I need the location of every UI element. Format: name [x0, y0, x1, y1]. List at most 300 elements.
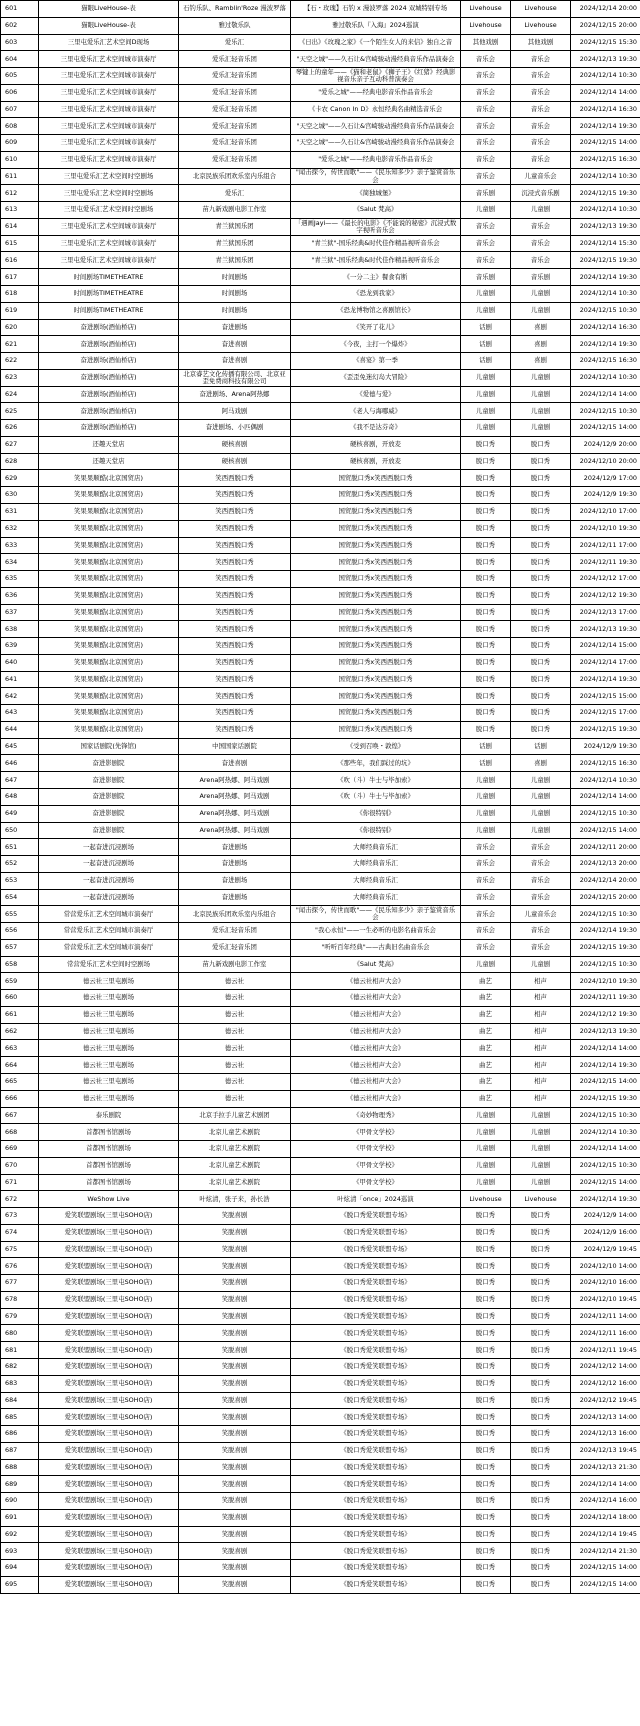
cell-row-number: 634 — [1, 554, 39, 571]
cell-program-title: "闻击探今，传世而歌"——《民乐知多少》亲子鉴赏音乐会 — [291, 906, 461, 923]
cell-row-number: 635 — [1, 571, 39, 588]
table-row — [1, 1442, 640, 1459]
cell-venue: 时间剧场TIMETHEATRE — [39, 302, 179, 319]
cell-organizer: 苗九新戏剧电影工作室 — [179, 956, 291, 973]
table-row — [1, 252, 640, 269]
cell-category: 音乐会 — [461, 118, 511, 135]
cell-showtime: 2024/12/15 10:30 — [571, 906, 640, 923]
cell-category: 话剧 — [461, 336, 511, 353]
cell-venue: 爱笑联盟剧场(三里屯SOHO店) — [39, 1459, 179, 1476]
cell-subcategory: 儿童剧 — [511, 202, 571, 219]
cell-organizer: Arena阿热娜、阿马戏剧 — [179, 788, 291, 805]
cell-venue: 三里屯爱乐汇艺术空间城市演奏厅 — [39, 118, 179, 135]
table-row — [1, 990, 640, 1007]
table-row — [1, 1375, 640, 1392]
schedule-table-body — [1, 1, 640, 1594]
cell-subcategory: 喜剧 — [511, 755, 571, 772]
table-row — [1, 1392, 640, 1409]
cell-showtime: 2024/12/15 19:30 — [571, 1090, 640, 1107]
cell-showtime: 2024/12/12 17:00 — [571, 571, 640, 588]
cell-program-title: 国贸脱口秀x笑西西脱口秀 — [291, 554, 461, 571]
cell-category: 脱口秀 — [461, 1275, 511, 1292]
cell-organizer: 爱乐汇 — [179, 185, 291, 202]
cell-venue: 时间剧场TIMETHEATRE — [39, 269, 179, 286]
cell-showtime: 2024/12/14 19:30 — [571, 336, 640, 353]
cell-category: 曲艺 — [461, 1057, 511, 1074]
cell-row-number: 664 — [1, 1057, 39, 1074]
cell-subcategory: 脱口秀 — [511, 1308, 571, 1325]
table-row — [1, 1, 640, 18]
cell-category: 曲艺 — [461, 1006, 511, 1023]
cell-row-number: 685 — [1, 1409, 39, 1426]
cell-program-title: 《脱口秀爱笑联盟专场》 — [291, 1442, 461, 1459]
cell-category: 脱口秀 — [461, 1409, 511, 1426]
cell-subcategory: 相声 — [511, 1090, 571, 1107]
cell-showtime: 2024/12/13 19:30 — [571, 621, 640, 638]
cell-subcategory: 脱口秀 — [511, 1258, 571, 1275]
cell-venue: 奋进剧场(酒仙桥店) — [39, 336, 179, 353]
cell-row-number: 642 — [1, 688, 39, 705]
cell-venue: 三里屯爱乐汇艺术空间城市演奏厅 — [39, 84, 179, 101]
cell-row-number: 628 — [1, 453, 39, 470]
cell-venue: 三里屯爱乐汇艺术空间时空剧场 — [39, 202, 179, 219]
cell-showtime: 2024/12/15 14:00 — [571, 420, 640, 437]
cell-row-number: 621 — [1, 336, 39, 353]
cell-venue: 奋进影剧院 — [39, 822, 179, 839]
cell-showtime: 2024/12/15 19:30 — [571, 939, 640, 956]
cell-program-title: 《老人与海哪威》 — [291, 403, 461, 420]
cell-organizer: 笑西西脱口秀 — [179, 604, 291, 621]
cell-program-title: 《卡农 Canon In D》永恒经典名曲精选音乐会 — [291, 101, 461, 118]
cell-category: 音乐会 — [461, 856, 511, 873]
table-row — [1, 319, 640, 336]
cell-organizer: 德云社 — [179, 1023, 291, 1040]
cell-showtime: 2024/12/14 21:30 — [571, 1543, 640, 1560]
cell-category: 音乐会 — [461, 135, 511, 152]
cell-subcategory: 相声 — [511, 1074, 571, 1091]
table-row — [1, 453, 640, 470]
cell-showtime: 2024/12/14 14:00 — [571, 788, 640, 805]
cell-organizer: 笑脱喜剧 — [179, 1359, 291, 1376]
cell-subcategory: 脱口秀 — [511, 537, 571, 554]
cell-program-title: 《一分二主》餐食有断 — [291, 269, 461, 286]
cell-program-title: 【石・玫瑰】石钓 x 漫波罗落 2024 双城特别专场 — [291, 1, 461, 18]
cell-row-number: 679 — [1, 1308, 39, 1325]
cell-category: 音乐会 — [461, 906, 511, 923]
cell-showtime: 2024/12/14 10:30 — [571, 772, 640, 789]
cell-subcategory: 脱口秀 — [511, 1275, 571, 1292]
cell-row-number: 688 — [1, 1459, 39, 1476]
cell-venue: 笑果果顺酷(北京国贸店) — [39, 721, 179, 738]
cell-category: 儿童剧 — [461, 1174, 511, 1191]
cell-program-title: 《你很特别》 — [291, 822, 461, 839]
table-row — [1, 788, 640, 805]
table-row — [1, 621, 640, 638]
table-row — [1, 487, 640, 504]
cell-showtime: 2024/12/14 15:00 — [571, 638, 640, 655]
table-row — [1, 202, 640, 219]
cell-program-title: "爱乐之城"——经典电影音乐作品音乐会 — [291, 151, 461, 168]
table-row — [1, 235, 640, 252]
cell-category: Livehouse — [461, 1191, 511, 1208]
cell-row-number: 626 — [1, 420, 39, 437]
cell-category: 脱口秀 — [461, 1392, 511, 1409]
cell-organizer: 笑脱喜剧 — [179, 1308, 291, 1325]
cell-subcategory: 儿童剧 — [511, 1157, 571, 1174]
cell-category: 脱口秀 — [461, 1325, 511, 1342]
cell-category: 脱口秀 — [461, 604, 511, 621]
table-row — [1, 1107, 640, 1124]
cell-program-title: 硬核喜剧，开放麦 — [291, 436, 461, 453]
cell-row-number: 669 — [1, 1141, 39, 1158]
cell-organizer: 笑脱喜剧 — [179, 1459, 291, 1476]
cell-category: 儿童剧 — [461, 956, 511, 973]
cell-program-title: 《脱口秀爱笑联盟专场》 — [291, 1476, 461, 1493]
cell-showtime: 2024/12/14 14:00 — [571, 1040, 640, 1057]
cell-showtime: 2024/12/14 19:30 — [571, 269, 640, 286]
cell-row-number: 603 — [1, 34, 39, 51]
cell-category: Livehouse — [461, 1, 511, 18]
table-row — [1, 1325, 640, 1342]
cell-venue: 爱笑联盟剧场(三里屯SOHO店) — [39, 1325, 179, 1342]
cell-row-number: 678 — [1, 1291, 39, 1308]
cell-subcategory: 脱口秀 — [511, 1409, 571, 1426]
cell-venue: 爱笑联盟剧场(三里屯SOHO店) — [39, 1241, 179, 1258]
cell-showtime: 2024/12/15 14:00 — [571, 1560, 640, 1577]
cell-subcategory: 脱口秀 — [511, 436, 571, 453]
cell-category: 脱口秀 — [461, 1493, 511, 1510]
cell-program-title: 《脱口秀爱笑联盟专场》 — [291, 1493, 461, 1510]
cell-program-title: 大师经典音乐汇 — [291, 856, 461, 873]
cell-subcategory: 脱口秀 — [511, 1560, 571, 1577]
cell-row-number: 620 — [1, 319, 39, 336]
cell-row-number: 667 — [1, 1107, 39, 1124]
cell-category: 脱口秀 — [461, 1526, 511, 1543]
cell-row-number: 695 — [1, 1576, 39, 1593]
cell-subcategory: 脱口秀 — [511, 1576, 571, 1593]
cell-row-number: 661 — [1, 1006, 39, 1023]
cell-subcategory: 脱口秀 — [511, 1208, 571, 1225]
cell-subcategory: 脱口秀 — [511, 554, 571, 571]
cell-subcategory: 儿童剧 — [511, 1174, 571, 1191]
cell-subcategory: Livehouse — [511, 1191, 571, 1208]
table-row — [1, 738, 640, 755]
cell-program-title: 《爱德与爱》 — [291, 386, 461, 403]
cell-showtime: 2024/12/11 16:00 — [571, 1325, 640, 1342]
table-row — [1, 688, 640, 705]
cell-venue: 奋进剧场(酒仙桥店) — [39, 420, 179, 437]
cell-venue: 泰乐剧院 — [39, 1107, 179, 1124]
table-row — [1, 1258, 640, 1275]
cell-showtime: 2024/12/9 19:30 — [571, 738, 640, 755]
cell-organizer: 笑脱喜剧 — [179, 1509, 291, 1526]
cell-venue: 一起奋进沉浸剧场 — [39, 872, 179, 889]
cell-row-number: 656 — [1, 923, 39, 940]
cell-category: 脱口秀 — [461, 436, 511, 453]
cell-program-title: 《我不是达芬奇》 — [291, 420, 461, 437]
table-row — [1, 721, 640, 738]
cell-subcategory: 脱口秀 — [511, 1509, 571, 1526]
cell-category: 脱口秀 — [461, 688, 511, 705]
cell-subcategory: 脱口秀 — [511, 1342, 571, 1359]
cell-program-title: 《受到召唤・敦煌》 — [291, 738, 461, 755]
cell-showtime: 2024/12/14 16:30 — [571, 101, 640, 118]
cell-organizer: 笑西西脱口秀 — [179, 638, 291, 655]
cell-organizer: 德云社 — [179, 990, 291, 1007]
cell-organizer: 笑脱喜剧 — [179, 1409, 291, 1426]
cell-program-title: 国贸脱口秀x笑西西脱口秀 — [291, 470, 461, 487]
cell-program-title: 《脱口秀爱笑联盟专场》 — [291, 1459, 461, 1476]
cell-category: 儿童剧 — [461, 286, 511, 303]
cell-organizer: 爱乐汇轻音乐团 — [179, 923, 291, 940]
cell-program-title: 国贸脱口秀x笑西西脱口秀 — [291, 487, 461, 504]
cell-showtime: 2024/12/14 10:30 — [571, 369, 640, 386]
table-row — [1, 1509, 640, 1526]
table-row — [1, 1359, 640, 1376]
cell-category: 脱口秀 — [461, 571, 511, 588]
cell-subcategory: 脱口秀 — [511, 1291, 571, 1308]
cell-venue: 奋进剧场(酒仙桥店) — [39, 353, 179, 370]
cell-category: 儿童剧 — [461, 822, 511, 839]
cell-showtime: 2024/12/15 10:30 — [571, 302, 640, 319]
cell-subcategory: 儿童剧 — [511, 420, 571, 437]
table-row — [1, 218, 640, 235]
cell-venue: 笑果果顺酷(北京国贸店) — [39, 487, 179, 504]
cell-program-title: 叶炫清「once」2024巡演 — [291, 1191, 461, 1208]
cell-venue: 奋进剧场(酒仙桥店) — [39, 369, 179, 386]
cell-program-title: 《脱口秀爱笑联盟专场》 — [291, 1325, 461, 1342]
cell-category: 曲艺 — [461, 1023, 511, 1040]
cell-subcategory: 相声 — [511, 1040, 571, 1057]
cell-showtime: 2024/12/15 15:30 — [571, 34, 640, 51]
table-row — [1, 1174, 640, 1191]
cell-showtime: 2024/12/13 20:00 — [571, 856, 640, 873]
cell-showtime: 2024/12/13 19:45 — [571, 1442, 640, 1459]
cell-category: 音乐会 — [461, 889, 511, 906]
table-row — [1, 51, 640, 68]
cell-organizer: 北京睿艺文化传播有限公司、北京亚歪免费商科技有限公司 — [179, 369, 291, 386]
cell-category: 脱口秀 — [461, 1258, 511, 1275]
cell-category: 音乐会 — [461, 235, 511, 252]
cell-organizer: 笑脱喜剧 — [179, 1576, 291, 1593]
cell-row-number: 641 — [1, 671, 39, 688]
cell-organizer: 奋进剧场、小匹偶剧 — [179, 420, 291, 437]
cell-program-title: "天空之城"——久石让&宫崎骏动漫经典音乐作品演奏会 — [291, 135, 461, 152]
cell-venue: 笑果果顺酷(北京国贸店) — [39, 554, 179, 571]
cell-row-number: 681 — [1, 1342, 39, 1359]
cell-showtime: 2024/12/15 10:30 — [571, 956, 640, 973]
cell-row-number: 675 — [1, 1241, 39, 1258]
cell-organizer: 爱乐汇 — [179, 34, 291, 51]
table-row — [1, 654, 640, 671]
cell-row-number: 658 — [1, 956, 39, 973]
cell-program-title: 国贸脱口秀x笑西西脱口秀 — [291, 587, 461, 604]
cell-subcategory: 儿童剧 — [511, 772, 571, 789]
cell-row-number: 623 — [1, 369, 39, 386]
cell-row-number: 643 — [1, 705, 39, 722]
cell-venue: 德云社三里屯剧场 — [39, 1040, 179, 1057]
table-row — [1, 436, 640, 453]
cell-row-number: 686 — [1, 1426, 39, 1443]
cell-showtime: 2024/12/14 10:30 — [571, 286, 640, 303]
cell-subcategory: 相声 — [511, 973, 571, 990]
cell-program-title: 硬核喜剧，开放麦 — [291, 453, 461, 470]
cell-program-title: 《德云社相声大会》 — [291, 1040, 461, 1057]
cell-subcategory: 儿童剧 — [511, 386, 571, 403]
cell-showtime: 2024/12/15 16:30 — [571, 151, 640, 168]
cell-venue: 笑果果顺酷(北京国贸店) — [39, 587, 179, 604]
table-row — [1, 1476, 640, 1493]
cell-organizer: 笑西西脱口秀 — [179, 721, 291, 738]
cell-category: 音乐会 — [461, 252, 511, 269]
cell-venue: 爱笑联盟剧场(三里屯SOHO店) — [39, 1208, 179, 1225]
cell-showtime: 2024/12/15 19:30 — [571, 252, 640, 269]
cell-program-title: 《脱口秀爱笑联盟专场》 — [291, 1375, 461, 1392]
cell-organizer: 北京儿童艺术剧院 — [179, 1141, 291, 1158]
cell-subcategory: 儿童剧 — [511, 403, 571, 420]
cell-row-number: 650 — [1, 822, 39, 839]
cell-showtime: 2024/12/13 17:00 — [571, 604, 640, 621]
cell-organizer: 德云社 — [179, 1006, 291, 1023]
cell-row-number: 638 — [1, 621, 39, 638]
cell-category: 脱口秀 — [461, 1342, 511, 1359]
cell-row-number: 622 — [1, 353, 39, 370]
cell-venue: 爱笑联盟剧场(三里屯SOHO店) — [39, 1576, 179, 1593]
cell-subcategory: 脱口秀 — [511, 520, 571, 537]
cell-venue: 常营爱乐汇艺术空间城市演奏厅 — [39, 939, 179, 956]
cell-category: 脱口秀 — [461, 487, 511, 504]
cell-row-number: 660 — [1, 990, 39, 1007]
cell-organizer: 北京民族乐团欢乐室内乐组合 — [179, 906, 291, 923]
cell-category: 脱口秀 — [461, 638, 511, 655]
cell-row-number: 636 — [1, 587, 39, 604]
cell-subcategory: 儿童剧 — [511, 1107, 571, 1124]
cell-program-title: 《德云社相声大会》 — [291, 1090, 461, 1107]
cell-showtime: 2024/12/10 16:00 — [571, 1275, 640, 1292]
cell-venue: 奋进剧场(酒仙桥店) — [39, 319, 179, 336]
cell-subcategory: 脱口秀 — [511, 721, 571, 738]
cell-subcategory: 儿童剧 — [511, 286, 571, 303]
cell-organizer: 爱乐汇轻音乐团 — [179, 84, 291, 101]
cell-showtime: 2024/12/14 19:45 — [571, 1526, 640, 1543]
cell-subcategory: 脱口秀 — [511, 1375, 571, 1392]
cell-subcategory: 音乐会 — [511, 218, 571, 235]
cell-showtime: 2024/12/10 14:00 — [571, 1258, 640, 1275]
cell-organizer: 笑脱喜剧 — [179, 1258, 291, 1275]
cell-showtime: 2024/12/10 20:00 — [571, 453, 640, 470]
cell-showtime: 2024/12/15 14:00 — [571, 1576, 640, 1593]
cell-program-title: "闻击探今，传世而歌"——《民乐知多少》亲子鉴赏音乐会 — [291, 168, 461, 185]
cell-organizer: 笑西西脱口秀 — [179, 571, 291, 588]
cell-venue: 首都图书馆剧场 — [39, 1141, 179, 1158]
cell-category: 脱口秀 — [461, 1359, 511, 1376]
cell-program-title: 《脱口秀爱笑联盟专场》 — [291, 1359, 461, 1376]
cell-category: 音乐会 — [461, 923, 511, 940]
cell-subcategory: 喜剧 — [511, 319, 571, 336]
cell-showtime: 2024/12/9 14:00 — [571, 1208, 640, 1225]
table-row — [1, 1426, 640, 1443]
cell-row-number: 617 — [1, 269, 39, 286]
table-row — [1, 520, 640, 537]
cell-showtime: 2024/12/14 19:30 — [571, 118, 640, 135]
cell-venue: 爱笑联盟剧场(三里屯SOHO店) — [39, 1258, 179, 1275]
table-row — [1, 1157, 640, 1174]
cell-program-title: 国贸脱口秀x笑西西脱口秀 — [291, 705, 461, 722]
cell-row-number: 637 — [1, 604, 39, 621]
cell-program-title: "青兰狱"-国乐经典&时代佳作精品视听音乐会 — [291, 252, 461, 269]
cell-subcategory: 音乐会 — [511, 889, 571, 906]
cell-category: 脱口秀 — [461, 1224, 511, 1241]
cell-row-number: 652 — [1, 856, 39, 873]
cell-program-title: 琴键上的童年——《猫和老鼠》《狮子王》《红猪》经典影视音乐亲子互动科普演奏会 — [291, 68, 461, 85]
cell-subcategory: 儿童剧 — [511, 956, 571, 973]
cell-row-number: 655 — [1, 906, 39, 923]
cell-program-title: 《德云社相声大会》 — [291, 1074, 461, 1091]
cell-program-title: 《简独城堡》 — [291, 185, 461, 202]
cell-row-number: 647 — [1, 772, 39, 789]
cell-category: 脱口秀 — [461, 520, 511, 537]
cell-program-title: "青兰狱"-国乐经典&时代佳作精品视听音乐会 — [291, 235, 461, 252]
cell-showtime: 2024/12/14 19:30 — [571, 1191, 640, 1208]
cell-program-title: 国贸脱口秀x笑西西脱口秀 — [291, 604, 461, 621]
cell-program-title: 《德云社相声大会》 — [291, 973, 461, 990]
table-row — [1, 1057, 640, 1074]
cell-subcategory: 相声 — [511, 1006, 571, 1023]
table-row — [1, 705, 640, 722]
table-row — [1, 118, 640, 135]
cell-showtime: 2024/12/13 16:00 — [571, 1426, 640, 1443]
table-row — [1, 604, 640, 621]
cell-venue: 常营爱乐汇艺术空间城市演奏厅 — [39, 923, 179, 940]
cell-program-title: 国贸脱口秀x笑西西脱口秀 — [291, 654, 461, 671]
cell-subcategory: 儿童剧 — [511, 1141, 571, 1158]
cell-venue: 德云社三里屯剧场 — [39, 1074, 179, 1091]
cell-program-title: 《脱口秀爱笑联盟专场》 — [291, 1426, 461, 1443]
cell-subcategory: 脱口秀 — [511, 1325, 571, 1342]
cell-showtime: 2024/12/10 19:30 — [571, 520, 640, 537]
table-row — [1, 939, 640, 956]
table-row — [1, 1191, 640, 1208]
cell-venue: 笑果果顺酷(北京国贸店) — [39, 705, 179, 722]
cell-organizer: 笑西西脱口秀 — [179, 503, 291, 520]
table-row — [1, 1040, 640, 1057]
table-row — [1, 470, 640, 487]
cell-category: 儿童剧 — [461, 1141, 511, 1158]
cell-row-number: 644 — [1, 721, 39, 738]
cell-organizer: 时间剧场 — [179, 302, 291, 319]
cell-organizer: 爱乐汇轻音乐团 — [179, 101, 291, 118]
cell-category: 脱口秀 — [461, 1442, 511, 1459]
cell-row-number: 615 — [1, 235, 39, 252]
cell-category: 儿童剧 — [461, 805, 511, 822]
cell-organizer: 笑脱喜剧 — [179, 1442, 291, 1459]
cell-organizer: 德云社 — [179, 1040, 291, 1057]
cell-organizer: Arena阿热娜、阿马戏剧 — [179, 772, 291, 789]
cell-venue: 常营爱乐汇艺术空间时空剧场 — [39, 956, 179, 973]
table-row — [1, 1224, 640, 1241]
cell-venue: 一起奋进沉浸剧场 — [39, 856, 179, 873]
cell-organizer: 笑脱喜剧 — [179, 1275, 291, 1292]
cell-subcategory: 音乐会 — [511, 101, 571, 118]
table-row — [1, 872, 640, 889]
table-row — [1, 168, 640, 185]
cell-venue: 爱笑联盟剧场(三里屯SOHO店) — [39, 1560, 179, 1577]
cell-showtime: 2024/12/15 10:30 — [571, 403, 640, 420]
cell-row-number: 601 — [1, 1, 39, 18]
cell-venue: WeShow Live — [39, 1191, 179, 1208]
cell-venue: 奋进剧场(酒仙桥店) — [39, 403, 179, 420]
cell-venue: 笑果果顺酷(北京国贸店) — [39, 470, 179, 487]
